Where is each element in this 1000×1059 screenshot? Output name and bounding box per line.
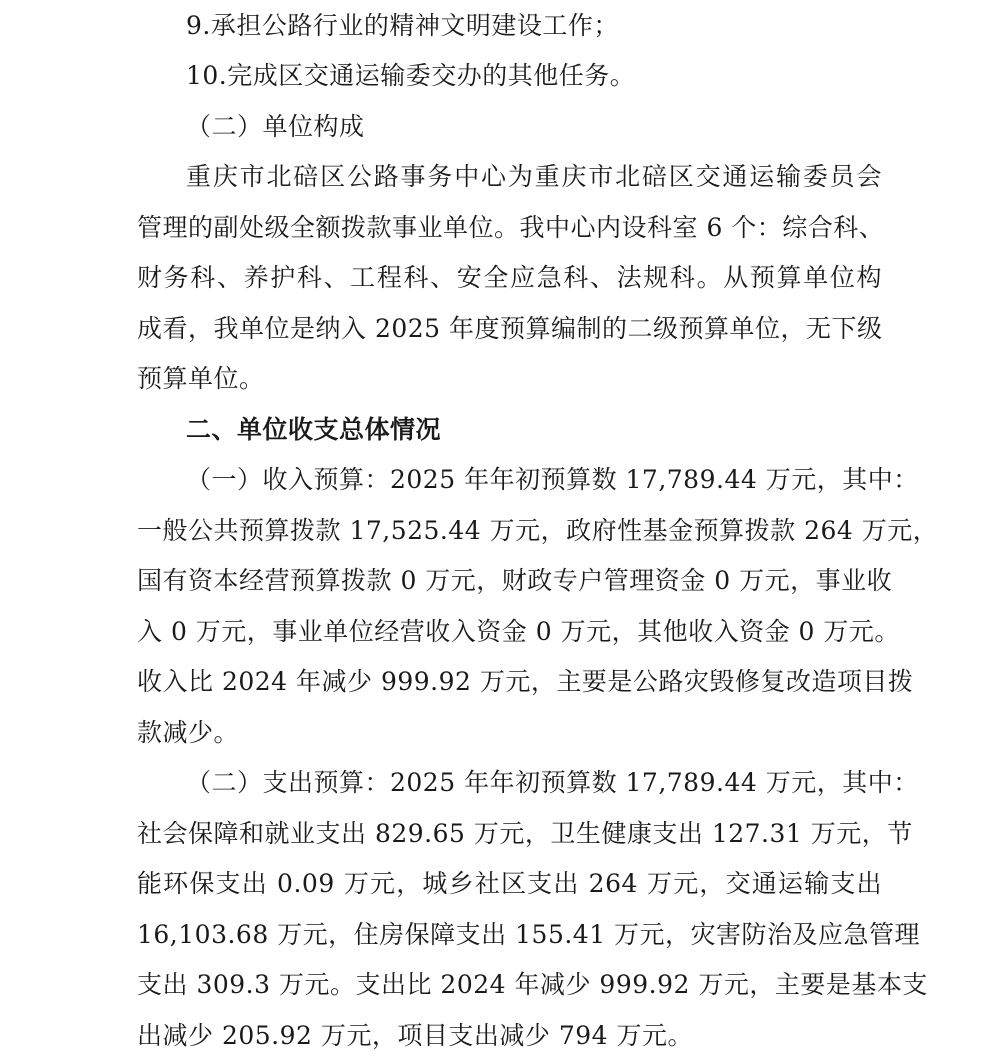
paragraph-line: 财务科、养护科、工程科、安全应急科、法规科。从预算单位构 xyxy=(137,263,882,292)
paragraph-line: 管理的副处级全额拨款事业单位。我中心内设科室 6 个：综合科、 xyxy=(137,213,885,242)
paragraph-line: 收入比 2024 年减少 999.92 万元，主要是公路灾毁修复改造项目拨 xyxy=(137,667,914,696)
paragraph-line: 社会保障和就业支出 829.65 万元，卫生健康支出 127.31 万元，节 xyxy=(137,819,913,848)
paragraph-line: 入 0 万元，事业单位经营收入资金 0 万元，其他收入资金 0 万元。 xyxy=(137,617,900,646)
paragraph-line: 预算单位。 xyxy=(137,364,265,393)
paragraph-line: 一般公共预算拨款 17,525.44 万元，政府性基金预算拨款 264 万元， xyxy=(137,516,939,545)
paragraph-line: 国有资本经营预算拨款 0 万元，财政专户管理资金 0 万元，事业收 xyxy=(137,566,893,595)
paragraph-line: 出减少 205.92 万元，项目支出减少 794 万元。 xyxy=(137,1021,693,1050)
section-heading-unit-composition: （二）单位构成 xyxy=(186,112,365,141)
paragraph-line: 支出 309.3 万元。支出比 2024 年减少 999.92 万元，主要是基本支 xyxy=(137,970,928,999)
section-heading-budget-overview: 二、单位收支总体情况 xyxy=(186,415,442,444)
paragraph-line: 能环保支出 0.09 万元，城乡社区支出 264 万元，交通运输支出 xyxy=(137,869,882,898)
paragraph-line: （二）支出预算：2025 年年初预算数 17,789.44 万元，其中： xyxy=(186,768,919,797)
paragraph-line: 款减少。 xyxy=(137,718,240,747)
paragraph-line: 重庆市北碚区公路事务中心为重庆市北碚区交通运输委员会 xyxy=(186,162,882,191)
paragraph-line: 成看，我单位是纳入 2025 年度预算编制的二级预算单位，无下级 xyxy=(137,314,883,343)
paragraph-line: （一）收入预算：2025 年年初预算数 17,789.44 万元，其中： xyxy=(186,465,919,494)
list-item-9: 9.承担公路行业的精神文明建设工作； xyxy=(186,11,619,40)
list-item-10: 10.完成区交通运输委交办的其他任务。 xyxy=(186,61,636,90)
paragraph-line: 16,103.68 万元，住房保障支出 155.41 万元，灾害防治及应急管理 xyxy=(137,920,921,949)
